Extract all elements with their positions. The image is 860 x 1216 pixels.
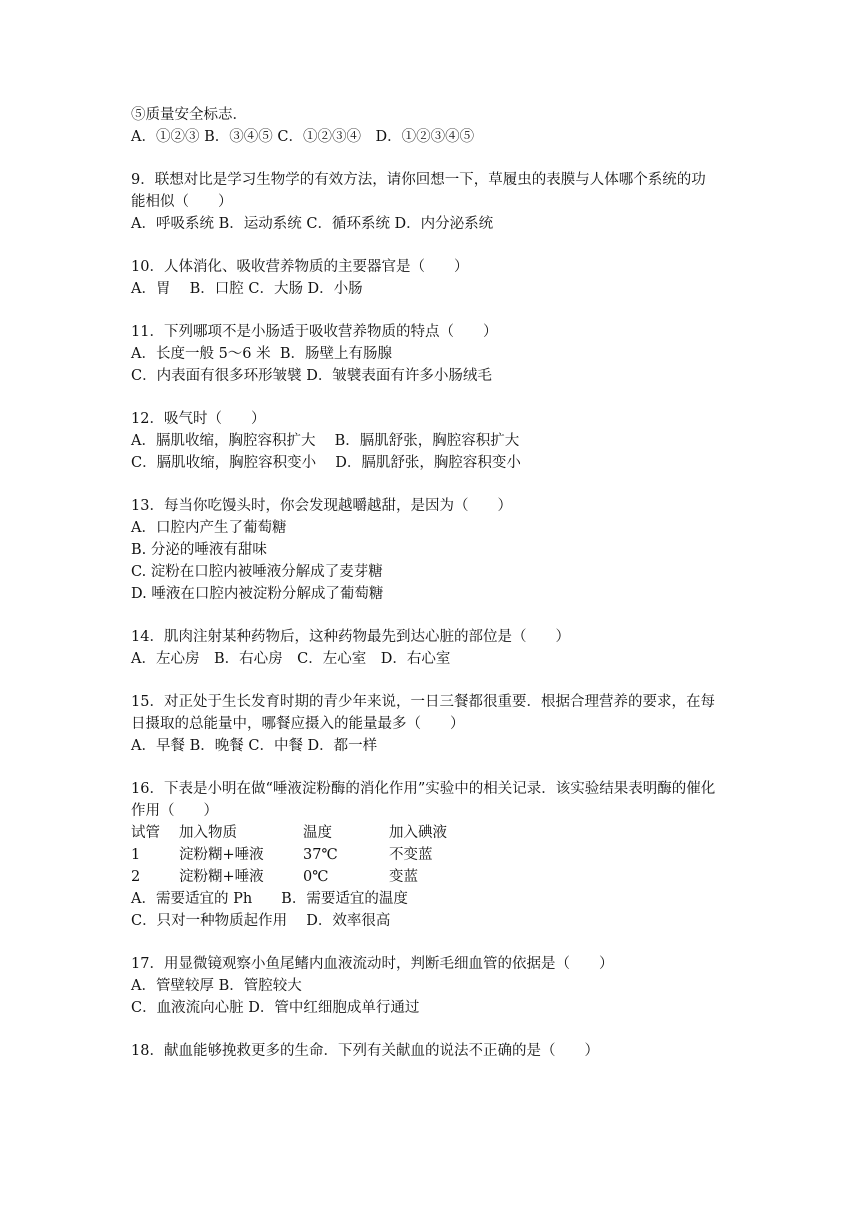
table-header-cell: 加入碘液 <box>389 825 447 841</box>
question-15-stem-line-1: 15．对正处于生长发育时期的青少年来说，一日三餐都很重要．根据合理营养的要求，在每 <box>131 694 715 710</box>
question-9-stem-line-2: 能相似（ ） <box>131 194 233 210</box>
question-17-options-1: A．管壁较厚 B．管腔较大 <box>131 978 302 994</box>
experiment-table <box>131 822 509 888</box>
table-cell: 0℃ <box>303 869 329 885</box>
question-10 <box>131 256 751 300</box>
table-header-cell: 加入物质 <box>179 825 237 841</box>
question-15 <box>131 691 751 757</box>
table-row <box>131 844 509 866</box>
question-13-option-c: C. 淀粉在口腔内被唾液分解成了麦芽糖 <box>131 564 383 580</box>
question-16-options-1: A．需要适宜的 Ph B．需要适宜的温度 <box>131 891 408 907</box>
question-16-stem-line-1: 16．下表是小明在做“唾液淀粉酶的消化作用”实验中的相关记录．该实验结果表明酶的催化 <box>131 781 716 797</box>
question-16-stem-line-2: 作用（ ） <box>131 803 218 819</box>
table-header-cell: 温度 <box>303 825 332 841</box>
question-8-tail <box>131 104 751 148</box>
question-16 <box>131 778 751 932</box>
question-11-options-2: C．内表面有很多环形皱襞 D．皱襞表面有许多小肠绒毛 <box>131 368 492 384</box>
question-11-stem: 11．下列哪项不是小肠适于吸收营养物质的特点（ ） <box>131 324 498 340</box>
question-15-options: A．早餐 B．晚餐 C．中餐 D．都一样 <box>131 738 378 754</box>
question-9 <box>131 169 751 235</box>
question-17-options-2: C．血液流向心脏 D．管中红细胞成单行通过 <box>131 1000 420 1016</box>
question-13-stem: 13．每当你吃馒头时，你会发现越嚼越甜，是因为（ ） <box>131 498 512 514</box>
question-18-stem: 18．献血能够挽救更多的生命．下列有关献血的说法不正确的是（ ） <box>131 1043 599 1059</box>
question-18 <box>131 1040 751 1062</box>
question-10-options: A．胃 B．口腔 C．大肠 D．小肠 <box>131 281 363 297</box>
table-row <box>131 866 509 888</box>
question-14 <box>131 626 751 670</box>
question-17-stem: 17．用显微镜观察小鱼尾鳍内血液流动时，判断毛细血管的依据是（ ） <box>131 956 614 972</box>
question-8-options: A．①②③ B．③④⑤ C．①②③④ D．①②③④⑤ <box>131 129 475 145</box>
question-12-stem: 12．吸气时（ ） <box>131 411 266 427</box>
question-13 <box>131 495 751 605</box>
question-17 <box>131 953 751 1019</box>
question-9-stem-line-1: 9．联想对比是学习生物学的有效方法，请你回想一下，草履虫的表膜与人体哪个系统的功 <box>131 172 706 188</box>
question-list <box>131 104 751 1083</box>
question-12-options-1: A．膈肌收缩，胸腔容积扩大 B．膈肌舒张，胸腔容积扩大 <box>131 433 520 449</box>
question-13-option-b: B. 分泌的唾液有甜味 <box>131 542 267 558</box>
table-cell: 淀粉糊+唾液 <box>179 847 264 863</box>
question-16-options-2: C．只对一种物质起作用 D．效率很高 <box>131 913 391 929</box>
question-13-option-a: A．口腔内产生了葡萄糖 <box>131 520 287 536</box>
question-11-options-1: A．长度一般 5～6 米 B．肠壁上有肠腺 <box>131 346 393 362</box>
question-14-options: A．左心房 B．右心房 C．左心室 D．右心室 <box>131 651 451 667</box>
table-header-cell: 试管 <box>131 825 160 841</box>
question-13-option-d: D. 唾液在口腔内被淀粉分解成了葡萄糖 <box>131 586 384 602</box>
question-12-options-2: C．膈肌收缩，胸腔容积变小 D．膈肌舒张，胸腔容积变小 <box>131 455 521 471</box>
table-cell: 2 <box>131 869 141 885</box>
table-cell: 37℃ <box>303 847 338 863</box>
table-cell: 变蓝 <box>389 869 418 885</box>
question-8-item-5: ⑤质量安全标志． <box>131 107 247 123</box>
table-header-row <box>131 822 509 844</box>
question-9-options: A．呼吸系统 B．运动系统 C．循环系统 D．内分泌系统 <box>131 216 494 232</box>
question-12 <box>131 408 751 474</box>
question-14-stem: 14．肌肉注射某种药物后，这种药物最先到达心脏的部位是（ ） <box>131 629 570 645</box>
table-cell: 不变蓝 <box>389 847 433 863</box>
question-15-stem-line-2: 日摄取的总能量中，哪餐应摄入的能量最多（ ） <box>131 716 465 732</box>
question-10-stem: 10．人体消化、吸收营养物质的主要器官是（ ） <box>131 259 469 275</box>
table-cell: 淀粉糊+唾液 <box>179 869 264 885</box>
table-cell: 1 <box>131 847 141 863</box>
question-11 <box>131 321 751 387</box>
